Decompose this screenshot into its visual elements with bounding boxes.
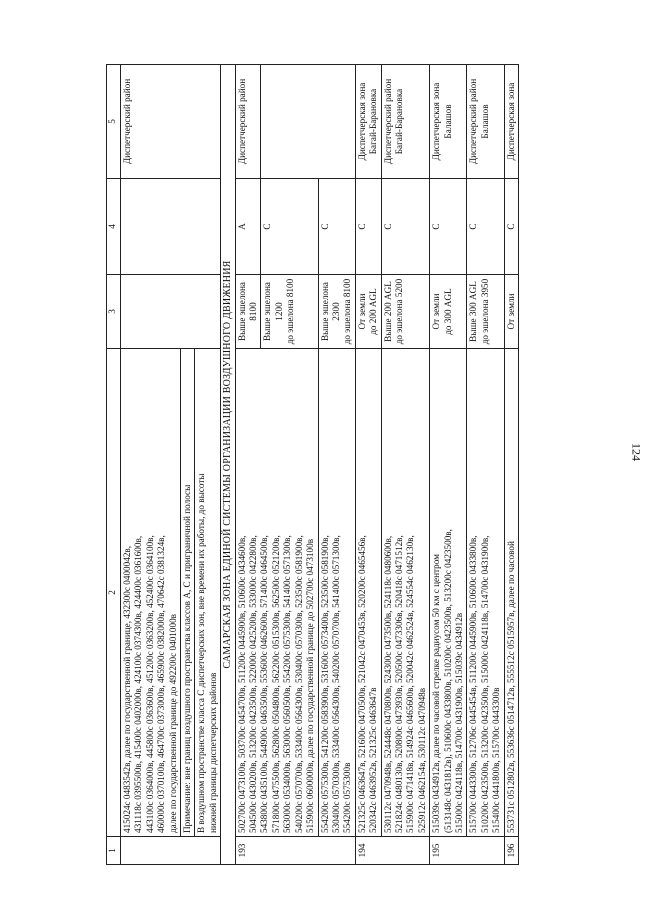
altitude-cell [121, 275, 221, 349]
coord-line: (513148с 0431812в), 510600с 0433800в, 510200с 0423500в, 513200с 0423500в, [442, 529, 453, 833]
coord-line: 515039с 0434912в, далее по часовой стрелке радиусом 50 км с центром [431, 554, 442, 833]
unit-cell [430, 65, 467, 179]
airspace-table [106, 64, 519, 865]
coord-line: 543800с 0435100в, 544900с 0463500в, 553600с 0462600в, 571400с 0464500в, [259, 535, 270, 833]
class-cell: С [261, 179, 318, 275]
class-cell: С [381, 179, 430, 275]
col-header-2: 2 [107, 349, 121, 837]
note-cell [181, 349, 195, 837]
coord-line: 431118с 0395500в, 415400с 0402000в, 424100с 0374300в, 424400с 0361600в, [133, 535, 144, 833]
coord-line: 515900с 0471418в, 514924с 0465600в, 520042с 0462524в, 524554с 0462130в, [405, 535, 416, 833]
coord-line: 540200с 0570700в, 533400с 0564300в, 530400с 0570300в, 523500с 0581900в, [293, 535, 304, 833]
class-cell: А [235, 179, 261, 275]
col-header-4: 4 [107, 179, 121, 275]
unit-line: Диспетчерский район [382, 78, 393, 165]
altitude-cell [504, 275, 518, 349]
coord-line: 571800с 0475500в, 562800с 0504800в, 562200с 0515300в, 562500с 0521200в, [270, 535, 281, 833]
coord-line: 521824с 0480130в, 520800с 0473930в, 520500с 0473306в, 520418с 0471512в, [393, 535, 404, 833]
class-cell: С [467, 179, 504, 275]
altitude-line: 2300 [330, 302, 341, 321]
altitude-cell [235, 275, 261, 349]
coord-line: далее по государственной границе до 492200с 0401000в [167, 613, 178, 833]
unit-label: Диспетчерский район [122, 78, 132, 165]
altitude-line: до эшелона 5200 [393, 278, 404, 345]
unit-cell [381, 65, 430, 179]
coord-line: 521325с 0463647в, 521600с 0470500в, 521042с 0470453в, 520200с 0465456в, [356, 535, 367, 833]
section-title-row [221, 65, 235, 865]
unit-cell [355, 65, 381, 179]
col-header-5: 5 [107, 65, 121, 179]
unit-line: Багай-Барановка [393, 88, 404, 155]
altitude-line: 1200 [273, 302, 284, 321]
unit-cell [261, 65, 355, 179]
table-row-195b [467, 65, 504, 865]
row-number: 196 [504, 837, 518, 865]
coord-line: 554200с 0575300в [342, 762, 353, 833]
altitude-line: до эшелона 3950 [479, 278, 490, 345]
table-row-prev-coords [121, 65, 181, 865]
altitude-cell [261, 275, 318, 349]
table-row-195a [430, 65, 467, 865]
table-row-194b [381, 65, 430, 865]
unit-cell: Диспетчерский район [235, 65, 261, 179]
altitude-line: до эшелона 8100 [342, 278, 353, 345]
unit-line: Багай-Барановка [368, 88, 379, 155]
class-cell: С [318, 179, 355, 275]
coord-line: 504500с 0430200в, 513200с 0423500в, 522000с 0425200в, 533000с 0422800в, [248, 535, 259, 833]
class-cell: С [504, 179, 518, 275]
row-num-cell-prev [121, 837, 221, 865]
altitude-line: до 200 AGL [368, 288, 379, 335]
rotated-page [106, 65, 646, 865]
col-header-1: 1 [107, 837, 121, 865]
coord-line: 460000с 0370100в, 464700с 0373000в, 465900с 0382000в, 470642с 0381324в, [156, 535, 167, 833]
coord-line: 515700с 0443300в, 512706с 0445454в, 511200с 0445900в, 510600с 0433800в, [468, 535, 479, 833]
table-row-193c [318, 65, 355, 865]
table-row-194a [355, 65, 381, 865]
altitude-line: 8100 [248, 302, 259, 321]
altitude-cell [467, 275, 504, 349]
coord-line: 554200с 0575300в, 541200с 0583900в, 531600с 0573400в, 523500с 0581900в, [319, 535, 330, 833]
note-line: В воздушном пространстве класса С диспетчерских зон, вне времени их работы, до высоты [196, 473, 207, 833]
coord-line: 510200с 0423500в, 513200с 0423500в, 515000с 0424118в, 514700с 0431900в, [479, 535, 490, 833]
unit-line: Диспетчерский район [468, 78, 479, 165]
header-row [107, 65, 121, 865]
note-line: Примечание: вне границ воздушного пространства классов А, С и приграничной полосы [182, 484, 193, 833]
note-line: нижней границы диспетчерских районов [207, 672, 218, 833]
altitude-line: Выше эшелона [236, 281, 247, 342]
table-row-193a [235, 65, 261, 865]
section-title: САМАРСКАЯ ЗОНА ЕДИНОЙ СИСТЕМЫ ОРГАНИЗАЦИИ ВОЗДУШНОГО ДВИЖЕНИЯ [221, 65, 235, 865]
row-number: 195 [430, 837, 504, 865]
note-cell [195, 349, 221, 837]
altitude-cell [355, 275, 381, 349]
altitude-line: до 300 AGL [442, 288, 453, 335]
coords-cell [430, 349, 467, 837]
coord-line: 515000с 0424118в, 514700с 0431900в, 515039с 0434912в [453, 612, 464, 833]
col-header-3: 3 [107, 275, 121, 349]
altitude-line: Выше эшелона [319, 281, 330, 342]
altitude-line: От земли [431, 293, 442, 330]
altitude-cell [318, 275, 355, 349]
coord-line: 415024с 0483542в, далее по государственной границе, 432300с 0400042в, [122, 545, 132, 833]
coord-line: 520342с 0463952в, 521325с 0463647в [368, 687, 379, 833]
coord-line: 525912с 0462154в, 530112с 0470948в [416, 687, 427, 833]
row-number: 194 [355, 837, 429, 865]
altitude-line: до эшелона 8100 [285, 278, 296, 345]
altitude-cell [381, 275, 430, 349]
unit-cell [121, 65, 221, 179]
altitude-line: Выше 300 AGL [468, 281, 479, 342]
coords-cell [467, 349, 504, 837]
unit-line: Диспетчерская зона [356, 82, 367, 161]
unit-line: Балашов [479, 104, 490, 139]
altitude-line: От земли [356, 293, 367, 330]
coords-cell [355, 349, 381, 837]
class-cell: С [430, 179, 467, 275]
coords-cell [121, 349, 181, 837]
altitude-line: От земли [505, 293, 516, 330]
altitude-line: Выше эшелона [262, 281, 273, 342]
coord-line: 515900с 0600000в, далее по государственной границе до 502700с 0473100в [305, 538, 316, 833]
table-row-196 [504, 65, 518, 865]
altitude-cell [430, 275, 467, 349]
coords-cell [318, 349, 355, 837]
coord-line: 530400с 0570300в, 533400с 0564300в, 540200с 0570700в, 541400с 0571300в, [330, 535, 341, 833]
altitude-line: Выше 200 AGL [382, 281, 393, 342]
coord-line: 443100с 0364000в, 445800с 0363600в, 451200с 0363200в, 452400с 0364100в, [144, 535, 155, 833]
coord-line: 563000с 0534000в, 563000с 0560500в, 554200с 0575300в, 541400с 0571300в, [282, 535, 293, 833]
class-cell: С [355, 179, 381, 275]
page-number: 124 [629, 443, 644, 461]
coord-line: 530112с 0470948в, 524448с 0470800в, 524300с 0473500в, 524118с 0480600в, [382, 535, 393, 833]
row-number: 193 [235, 837, 355, 865]
coords-cell [504, 349, 518, 837]
coords-cell [235, 349, 318, 837]
class-cell [121, 179, 221, 275]
unit-line: Диспетчерская зона [431, 82, 442, 161]
unit-cell [467, 65, 504, 179]
coord-line: 502700с 0473100в, 503700с 0454700в, 511200с 0445900в, 510600с 0434600в, [236, 535, 247, 833]
unit-cell: Диспетчерская зона [504, 65, 518, 179]
unit-line: Балашов [442, 104, 453, 139]
coords-cell [381, 349, 430, 837]
coord-line: 515400с 0441800в, 515700с 0443300в [491, 687, 502, 833]
coord-line: 553731с 0512802в, 553636с 0514712в, 555512с 0515957в, далее по часовой [505, 541, 516, 833]
